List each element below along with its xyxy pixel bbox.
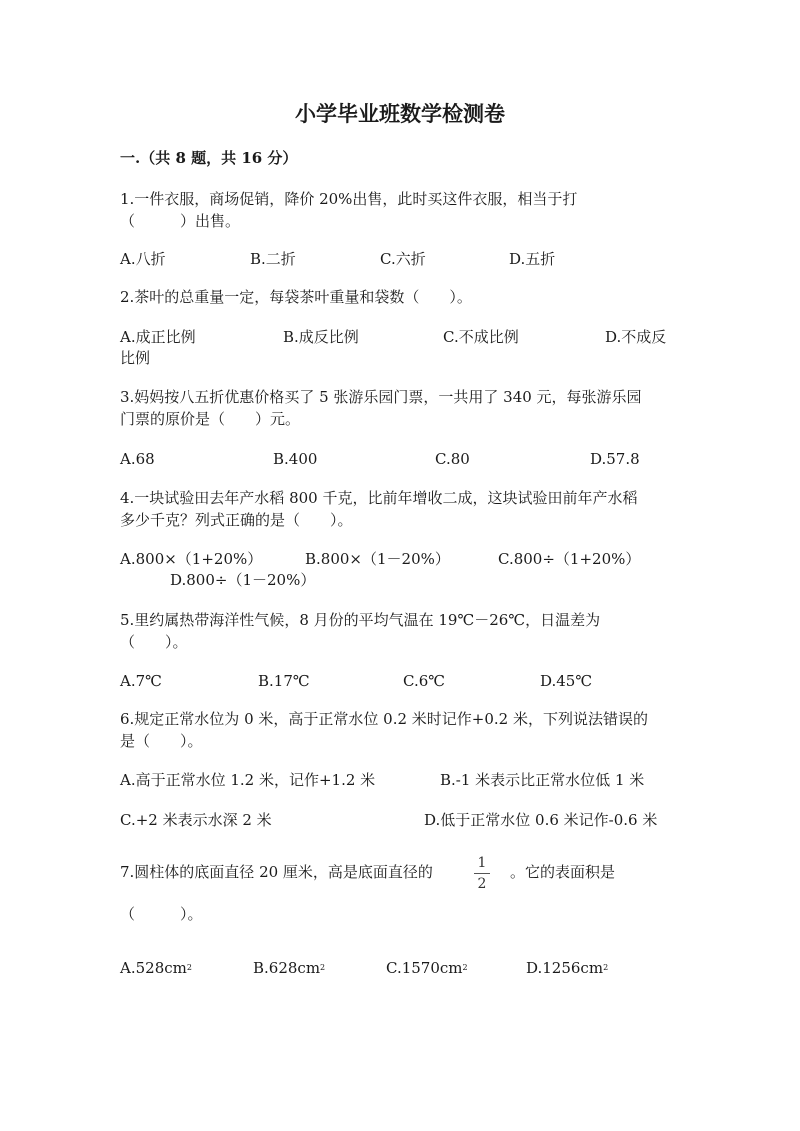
question-7-option-b-text: B.628cm xyxy=(253,959,321,977)
question-7-line-2: （ ）。 xyxy=(120,905,203,923)
question-5-option-b: B.17℃ xyxy=(258,672,310,690)
question-3-line-2: 门票的原价是（ ）元。 xyxy=(120,410,301,428)
question-3-option-c: C.80 xyxy=(435,450,470,468)
question-1-option-d: D.五折 xyxy=(509,250,556,268)
question-4-option-b: B.800×（1－20%） xyxy=(305,550,450,568)
question-7-option-d xyxy=(526,958,608,978)
question-4-option-c: C.800÷（1+20%） xyxy=(498,550,641,568)
question-3-option-a: A.68 xyxy=(120,450,155,468)
question-4-line-1: 4.一块试验田去年产水稻 800 千克，比前年增收二成，这块试验田前年产水稻 xyxy=(120,489,638,507)
unit-superscript: 2 xyxy=(186,963,192,972)
question-7-option-a xyxy=(120,958,192,978)
question-6-option-c: C.+2 米表示水深 2 米 xyxy=(120,811,272,829)
question-3-option-b: B.400 xyxy=(273,450,318,468)
question-2-option-b: B.成反比例 xyxy=(283,328,359,346)
question-7-option-c xyxy=(386,958,468,978)
question-7-option-b xyxy=(253,958,325,978)
question-2-option-d-overflow: 比例 xyxy=(120,349,151,367)
unit-superscript: 2 xyxy=(320,963,326,972)
fraction-bar xyxy=(474,873,490,874)
question-6-option-d: D.低于正常水位 0.6 米记作-0.6 米 xyxy=(424,811,658,829)
section-heading: 一.（共 8 题，共 16 分） xyxy=(120,149,298,167)
question-5-option-d: D.45℃ xyxy=(540,672,593,690)
fraction-denominator: 2 xyxy=(477,876,487,892)
question-4-option-a: A.800×（1+20%） xyxy=(120,550,263,568)
question-7-option-d-text: D.1256cm xyxy=(526,959,604,977)
question-6-line-2: 是（ ）。 xyxy=(120,732,203,750)
question-7-line-1-tail: 。它的表面积是 xyxy=(510,863,616,881)
unit-superscript: 2 xyxy=(462,963,468,972)
question-1-option-a: A.八折 xyxy=(120,250,166,268)
question-4-line-2: 多少千克？列式正确的是（ ）。 xyxy=(120,511,353,529)
fraction-numerator: 1 xyxy=(477,855,487,871)
question-3-option-d: D.57.8 xyxy=(590,450,640,468)
question-7-line-1: 7.圆柱体的底面直径 20 厘米，高是底面直径的 xyxy=(120,863,433,881)
page-title: 小学毕业班数学检测卷 xyxy=(295,101,505,126)
question-7-option-a-text: A.528cm xyxy=(120,959,187,977)
question-2-option-d: D.不成反 xyxy=(605,328,667,346)
question-1-line-2: （ ）出售。 xyxy=(120,212,241,230)
question-1-option-c: C.六折 xyxy=(380,250,426,268)
question-6-option-b: B.-1 米表示比正常水位低 1 米 xyxy=(440,771,645,789)
question-5-line-1: 5.里约属热带海洋性气候，8 月份的平均气温在 19℃－26℃，日温差为 xyxy=(120,611,601,629)
fraction-one-half xyxy=(474,855,490,892)
question-6-option-a: A.高于正常水位 1.2 米，记作+1.2 米 xyxy=(120,771,376,789)
unit-superscript: 2 xyxy=(603,963,609,972)
question-5-option-a: A.7℃ xyxy=(120,672,162,690)
question-4-option-d: D.800÷（1－20%） xyxy=(170,571,316,589)
question-1-option-b: B.二折 xyxy=(250,250,296,268)
question-5-option-c: C.6℃ xyxy=(403,672,446,690)
question-2-option-a: A.成正比例 xyxy=(120,328,196,346)
question-6-line-1: 6.规定正常水位为 0 米，高于正常水位 0.2 米时记作+0.2 米，下列说法错误的 xyxy=(120,710,648,728)
question-3-line-1: 3.妈妈按八五折优惠价格买了 5 张游乐园门票，一共用了 340 元，每张游乐园 xyxy=(120,388,642,406)
question-7-option-c-text: C.1570cm xyxy=(386,959,463,977)
question-2-line-1: 2.茶叶的总重量一定，每袋茶叶重量和袋数（ ）。 xyxy=(120,288,472,306)
question-5-line-2: （ ）。 xyxy=(120,633,188,651)
question-1-line-1: 1.一件衣服，商场促销，降价 20%出售，此时买这件衣服，相当于打 xyxy=(120,190,578,208)
question-2-option-c: C.不成比例 xyxy=(443,328,519,346)
